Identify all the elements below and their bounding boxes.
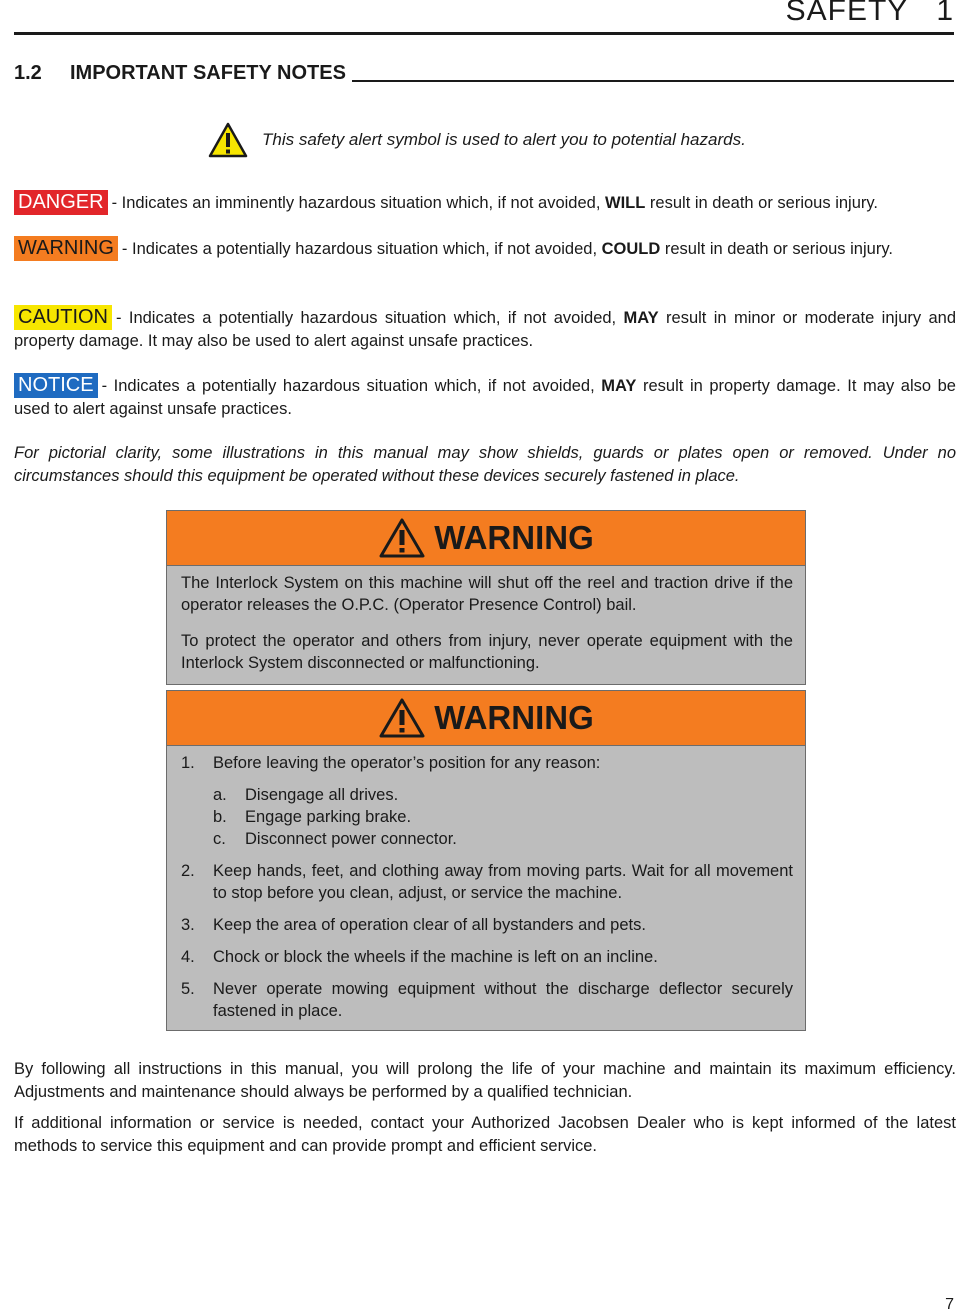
danger-definition <box>14 190 956 215</box>
notice-text-bold: MAY <box>601 377 637 395</box>
sub-item-letter: a. <box>213 786 227 804</box>
list-item-number: 4. <box>181 948 195 966</box>
notice-text-pre: - Indicates a potentially hazardous situation which, if not avoided, <box>101 377 602 395</box>
warning-list <box>181 752 793 1022</box>
sub-list-item <box>213 828 793 850</box>
header-section: SAFETY <box>785 0 909 27</box>
section-number: 1.2 <box>14 62 42 84</box>
sub-list <box>213 784 793 850</box>
list-item <box>181 946 793 968</box>
danger-text-pre: - Indicates an imminently hazardous situation which, if not avoided, <box>111 194 606 212</box>
list-item <box>181 914 793 936</box>
sub-item-letter: b. <box>213 808 227 826</box>
list-item <box>181 752 793 850</box>
warning-text-bold: COULD <box>601 240 661 258</box>
notice-definition <box>14 373 956 421</box>
caution-text-post: result in minor or moderate injury and property damage. It may also be used to alert against unsafe practices. <box>14 309 957 350</box>
list-item-number: 3. <box>181 916 195 934</box>
sub-item-text: Engage parking brake. <box>245 808 412 826</box>
operation-warning-box <box>166 690 806 1031</box>
list-item-text: Keep the area of operation clear of all bystanders and pets. <box>213 916 646 934</box>
warning-box-body <box>167 746 805 1030</box>
list-item-text: Chock or block the wheels if the machine is left on an incline. <box>213 948 658 966</box>
page-header <box>786 0 954 28</box>
warning-triangle-icon <box>378 517 426 559</box>
sub-item-text: Disengage all drives. <box>245 786 399 804</box>
alert-symbol-line <box>208 122 746 158</box>
caution-text-pre: - Indicates a potentially hazardous situation which, if not avoided, <box>116 309 624 327</box>
closing-paragraph: By following all instructions in this manual, you will prolong the life of your machine and maintain its maximum efficiency. Adjustments and maintenance should always be performed by a qualified technician. <box>14 1060 956 1101</box>
warning-text-post: result in death or serious injury. <box>660 240 893 258</box>
list-item-number: 2. <box>181 862 195 880</box>
caution-definition <box>14 305 956 353</box>
list-item-text: Never operate mowing equipment without the discharge deflector securely fastened in place. <box>213 980 793 1020</box>
sub-item-letter: c. <box>213 830 226 848</box>
warning-box-header <box>167 511 805 566</box>
list-item-text: Before leaving the operator’s position for any reason: <box>213 754 601 772</box>
sub-list-item <box>213 784 793 806</box>
notice-badge: NOTICE <box>14 373 98 398</box>
warning-box-title: WARNING <box>434 519 594 556</box>
section-title <box>14 62 954 85</box>
warning-definition <box>14 236 956 261</box>
caution-badge: CAUTION <box>14 305 112 330</box>
list-item-number: 5. <box>181 980 195 998</box>
list-item <box>181 860 793 904</box>
list-item <box>181 978 793 1022</box>
warning-box-title: WARNING <box>434 699 594 736</box>
closing-paragraph: If additional information or service is needed, contact your Authorized Jacobsen Dealer who is kept informed of the latest methods to service this equipment and can provide prompt and efficient service. <box>14 1114 956 1155</box>
section-title-text: IMPORTANT SAFETY NOTES <box>70 62 346 84</box>
danger-text-post: result in death or serious injury. <box>645 194 878 212</box>
safety-alert-icon <box>208 122 248 158</box>
danger-badge: DANGER <box>14 190 108 215</box>
warning-box-body <box>167 566 805 684</box>
page-number: 7 <box>945 1296 954 1313</box>
list-item-number: 1. <box>181 754 195 772</box>
warning-triangle-icon <box>378 697 426 739</box>
sub-item-text: Disconnect power connector. <box>245 830 457 848</box>
interlock-paragraph: The Interlock System on this machine will shut off the reel and traction drive if the operator releases the O.P.C. (Operator Presence Control) bail. <box>181 574 793 614</box>
warning-box-header <box>167 691 805 746</box>
alert-symbol-text: This safety alert symbol is used to alert you to potential hazards. <box>262 130 746 149</box>
caution-text-bold: MAY <box>623 309 659 327</box>
notice-text-post: result in property damage. It may also be used to alert against unsafe practices. <box>14 377 956 418</box>
header-chapter: 1 <box>936 0 954 27</box>
danger-text-bold: WILL <box>605 194 646 212</box>
interlock-warning-box <box>166 510 806 685</box>
warning-text-pre: - Indicates a potentially hazardous situation which, if not avoided, <box>121 240 602 258</box>
list-item-text: Keep hands, feet, and clothing away from moving parts. Wait for all movement to stop before you clean, adjust, or service the machine. <box>213 862 793 902</box>
pictorial-clarity-note: For pictorial clarity, some illustrations in this manual may show shields, guards or plates open or removed. Under no circumstances should this equipment be operated without these devices securely fastened in place. <box>14 444 956 485</box>
header-rule <box>14 32 954 35</box>
warning-badge: WARNING <box>14 236 118 261</box>
section-title-rule <box>352 80 954 82</box>
sub-list-item <box>213 806 793 828</box>
interlock-paragraph: To protect the operator and others from injury, never operate equipment with the Interlock System disconnected or malfunctioning. <box>181 632 793 672</box>
